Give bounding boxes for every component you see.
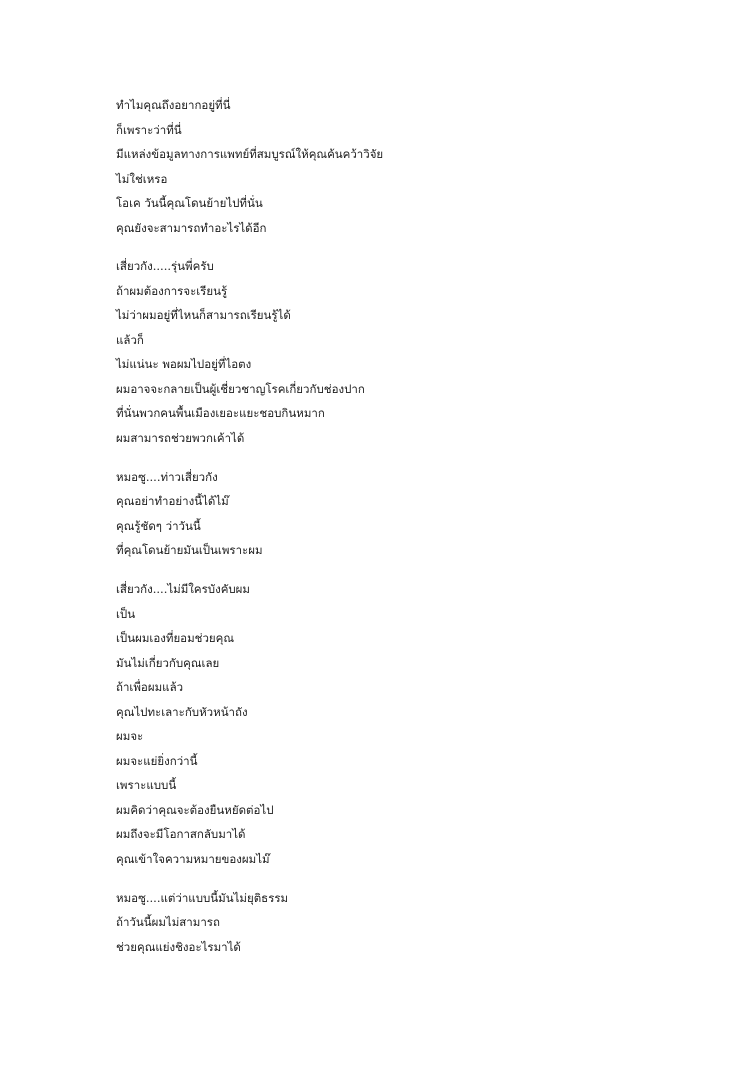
text-line: แล้วก็ — [116, 332, 144, 347]
text-line: ถ้าผมต้องการจะเรียนรู้ — [116, 283, 228, 298]
text-line: ผมสามารถช่วยพวกเค้าได้ — [116, 430, 245, 445]
text-line: คุณไปทะเลาะกับหัวหน้าถัง — [116, 704, 248, 719]
text-line: ผมคิดว่าคุณจะต้องยืนหยัดต่อไป — [116, 802, 274, 817]
text-line: เป็นผมเองที่ยอมช่วยคุณ — [116, 631, 235, 646]
dialogue-block-5 — [116, 886, 676, 960]
dialogue-block-2 — [116, 254, 676, 450]
text-line: คุณเข้าใจความหมายของผมไม๊ — [116, 851, 270, 866]
text-line: โอเค วันนี้คุณโดนย้ายไปที่นั่น — [116, 196, 263, 210]
text-line: ทำไมคุณถึงอยากอยู่ที่นี่ — [116, 98, 231, 112]
text-line: เสี่ยวกัง....ไม่มีใครบังคับผม — [116, 582, 251, 597]
text-line: ผมจะแย่ยิ่งกว่านี้ — [116, 753, 198, 768]
text-line: หมอซู....ท่าวเสี่ยวกัง — [116, 469, 218, 484]
text-line: คุณอย่าทำอย่างนี้ได้ไม๊ — [116, 494, 229, 509]
text-line: มีแหล่งข้อมูลทางการแพทย์ที่สมบูรณ์ให้คุณค้นคว้าวิจัย — [116, 147, 384, 161]
text-line: คุณยังจะสามารถทำอะไรได้อีก — [116, 220, 267, 235]
text-line: เป็น — [116, 606, 136, 621]
text-line: ผมถึงจะมีโอกาสกลับมาได้ — [116, 827, 246, 842]
text-line: ไม่ว่าผมอยู่ที่ไหนก็สามารถเรียนรู้ได้ — [116, 308, 291, 323]
dialogue-block-4 — [116, 577, 676, 871]
text-line: ที่นั่นพวกคนพื้นเมืองเยอะแยะชอบกินหมาก — [116, 406, 325, 421]
text-line: คุณรู้ชัดๆ ว่าวันนี้ — [116, 518, 201, 533]
text-line: ผมจะ — [116, 729, 144, 744]
text-line: ช่วยคุณแย่งชิงอะไรมาได้ — [116, 939, 241, 954]
text-line: ผมอาจจะกลายเป็นผู้เชี่ยวชาญโรคเกี่ยวกับช่องปาก — [116, 381, 365, 396]
dialogue-text — [116, 93, 676, 973]
text-line: ที่คุณโดนย้ายมันเป็นเพราะผม — [116, 543, 263, 558]
text-line: ไม่ใช่เหรอ — [116, 171, 168, 186]
text-line: ถ้าวันนี้ผมไม่สามารถ — [116, 915, 220, 930]
text-line: ก็เพราะว่าที่นี่ — [116, 122, 182, 137]
dialogue-block-1 — [116, 93, 676, 240]
text-line: หมอซู....แต่ว่าแบบนี้มันไม่ยุติธรรม — [116, 890, 289, 905]
dialogue-block-3 — [116, 465, 676, 563]
text-line: มันไม่เกี่ยวกับคุณเลย — [116, 655, 220, 670]
text-line: ถ้าเพื่อผมแล้ว — [116, 680, 184, 695]
text-line: เสี่ยวกัง.....รุ่นพี่ครับ — [116, 259, 214, 274]
text-line: เพราะแบบนี้ — [116, 778, 177, 793]
text-line: ไม่แน่นะ พอผมไปอยู่ที่ไอตง — [116, 357, 252, 372]
